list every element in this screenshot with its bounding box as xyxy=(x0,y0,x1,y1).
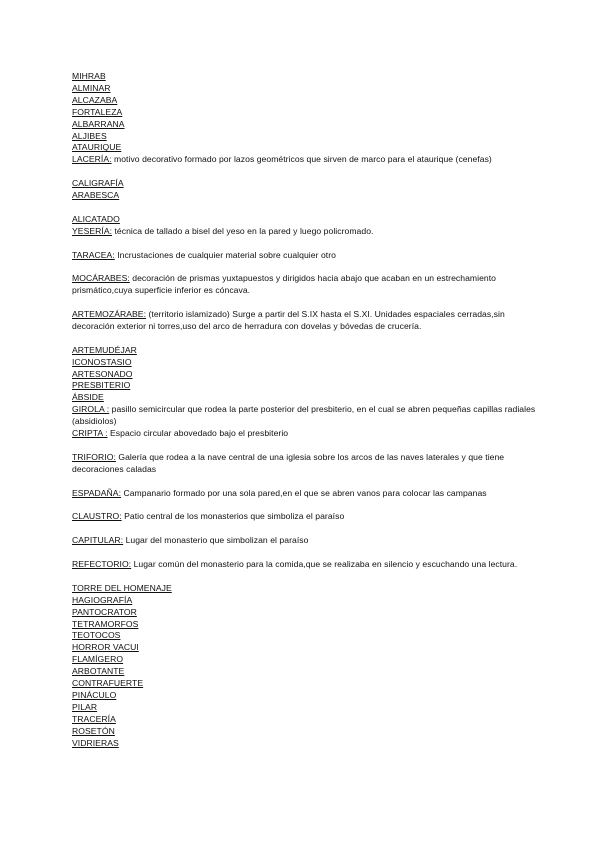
term-mocarabes: MOCÁRABES: xyxy=(72,273,130,284)
term-line xyxy=(72,142,540,154)
definition-text: Patio central de los monasterios que simboliza el paraíso xyxy=(121,511,345,522)
term-line xyxy=(72,83,540,95)
term-line xyxy=(72,726,540,738)
term-artemudejar: ARTEMUDÉJAR xyxy=(72,344,137,355)
term-cripta: CRIPTA : xyxy=(72,428,108,439)
definition-text: Lugar del monasterio que simbolizan el paraíso xyxy=(123,535,309,546)
definition-capitular xyxy=(72,535,540,547)
definition-text: (territorio islamizado) Surge a partir del S.IX hasta el S.XI. Unidades espaciales cerradas,sin decoración exterior ni torres,uso del arco de herradura con dovelas y bóvedas de crucería. xyxy=(72,309,505,331)
definition-text: pasillo semicircular que rodea la parte posterior del presbiterio, en el cual se abren pequeñas capillas radiales (absidiolos) xyxy=(72,404,536,427)
term-line xyxy=(72,345,540,357)
definition-mocarabes xyxy=(72,273,540,297)
definition-refectorio xyxy=(72,559,540,571)
definition-text: decoración de prismas yuxtapuestos y dirigidos hacia abajo que acaban en un estrechamiento prismático,cuya superficie inferior es cóncava. xyxy=(72,273,496,296)
term-horror-vacui: HORROR VACUI xyxy=(72,642,139,653)
term-artesonado: ARTESONADO xyxy=(72,368,133,379)
term-line xyxy=(72,369,540,381)
term-alcazaba: ALCAZABA xyxy=(72,94,118,105)
term-espadana: ESPADAÑA: xyxy=(72,487,122,498)
spacer xyxy=(72,261,540,273)
definition-espadana xyxy=(72,488,540,500)
spacer xyxy=(72,238,540,250)
term-arabesca: ARABESCA xyxy=(72,190,120,201)
term-torre-del-homenaje: TORRE DEL HOMENAJE xyxy=(72,582,172,593)
definition-text: Galería que rodea a la nave central de una iglesia sobre los arcos de las naves laterales y que tiene decoraciones caladas xyxy=(72,451,505,474)
term-caligrafia: CALIGRAFÍA xyxy=(72,178,124,189)
term-abside: ÁBSIDE xyxy=(72,392,104,403)
term-yeseria: YESERÍA: xyxy=(72,225,113,236)
term-vidrieras: VIDRIERAS xyxy=(72,737,119,748)
term-line xyxy=(72,619,540,631)
term-line xyxy=(72,678,540,690)
definition-artemozarabe xyxy=(72,309,540,333)
spacer xyxy=(72,547,540,559)
term-line xyxy=(72,131,540,143)
term-teotocos: TEOTOCOS xyxy=(72,630,121,641)
spacer xyxy=(72,523,540,535)
spacer xyxy=(72,571,540,583)
term-line xyxy=(72,583,540,595)
definition-text: Incrustaciones de cualquier material sobre cualquier otro xyxy=(114,249,336,260)
term-taracea: TARACEA: xyxy=(72,249,115,260)
definition-girola xyxy=(72,404,540,428)
term-flamigero: FLAMÍGERO xyxy=(72,654,124,665)
term-line xyxy=(72,630,540,642)
term-alicatado: ALICATADO xyxy=(72,213,120,224)
term-line xyxy=(72,714,540,726)
spacer xyxy=(72,202,540,214)
term-presbiterio: PRESBITERIO xyxy=(72,380,131,391)
term-line xyxy=(72,642,540,654)
term-refectorio: REFECTORIO: xyxy=(72,558,132,569)
definition-taracea xyxy=(72,250,540,262)
term-aljibes: ALJIBES xyxy=(72,130,107,141)
term-triforio: TRIFORIO: xyxy=(72,451,116,462)
term-pilar: PILAR xyxy=(72,701,98,712)
term-line xyxy=(72,214,540,226)
term-line xyxy=(72,392,540,404)
term-line xyxy=(72,607,540,619)
term-girola: GIROLA : xyxy=(72,404,110,415)
term-traceria: TRACERÍA xyxy=(72,713,116,724)
definition-text: Lugar común del monasterio para la comida,que se realizaba en silencio y escuchando una lectura. xyxy=(131,558,518,569)
term-line xyxy=(72,595,540,607)
term-line xyxy=(72,178,540,190)
term-capitular: CAPITULAR: xyxy=(72,535,124,546)
term-line xyxy=(72,71,540,83)
definition-text: técnica de tallado a bisel del yeso en la pared y luego policromado. xyxy=(112,225,374,236)
term-alminar: ALMINAR xyxy=(72,82,111,93)
term-fortaleza: FORTALEZA xyxy=(72,106,123,117)
definition-yeseria xyxy=(72,226,540,238)
term-hagiografia: HAGIOGRAFÍA xyxy=(72,594,133,605)
term-line xyxy=(72,190,540,202)
term-pinaculo: PINÁCULO xyxy=(72,689,117,700)
definition-text: motivo decorativo formado por lazos geométricos que sirven de marco para el ataurique (cenefas) xyxy=(111,154,492,165)
spacer xyxy=(72,166,540,178)
term-line xyxy=(72,380,540,392)
definition-laceria xyxy=(72,154,540,166)
term-iconostasio: ICONOSTASIO xyxy=(72,356,132,367)
spacer xyxy=(72,500,540,512)
definition-cripta xyxy=(72,428,540,440)
term-arbotante: ARBOTANTE xyxy=(72,666,125,677)
term-contrafuerte: CONTRAFUERTE xyxy=(72,678,144,689)
term-tetramorfos: TETRAMORFOS xyxy=(72,618,139,629)
spacer xyxy=(72,297,540,309)
definition-text: Campanario formado por una sola pared,en el que se abren vanos para colocar las campanas xyxy=(121,487,487,498)
term-line xyxy=(72,107,540,119)
term-line xyxy=(72,654,540,666)
term-pantocrator: PANTOCRATOR xyxy=(72,606,137,617)
term-albarrana: ALBARRANA xyxy=(72,118,125,129)
term-line xyxy=(72,119,540,131)
term-artemozarabe: ARTEMOZÁRABE: xyxy=(72,309,147,320)
spacer xyxy=(72,440,540,452)
term-ataurique: ATAURIQUE xyxy=(72,142,122,153)
term-mihrab: MIHRAB xyxy=(72,71,106,81)
term-line xyxy=(72,690,540,702)
term-line xyxy=(72,357,540,369)
definition-triforio xyxy=(72,452,540,476)
definition-text: Espacio circular abovedado bajo el presbiterio xyxy=(107,428,289,439)
term-laceria: LACERÍA: xyxy=(72,154,112,165)
term-claustro: CLAUSTRO: xyxy=(72,511,122,522)
term-line xyxy=(72,666,540,678)
spacer xyxy=(72,476,540,488)
term-roseton: ROSETÓN xyxy=(72,725,115,736)
term-line xyxy=(72,702,540,714)
spacer xyxy=(72,333,540,345)
definition-claustro xyxy=(72,511,540,523)
term-line xyxy=(72,95,540,107)
term-line xyxy=(72,738,540,750)
